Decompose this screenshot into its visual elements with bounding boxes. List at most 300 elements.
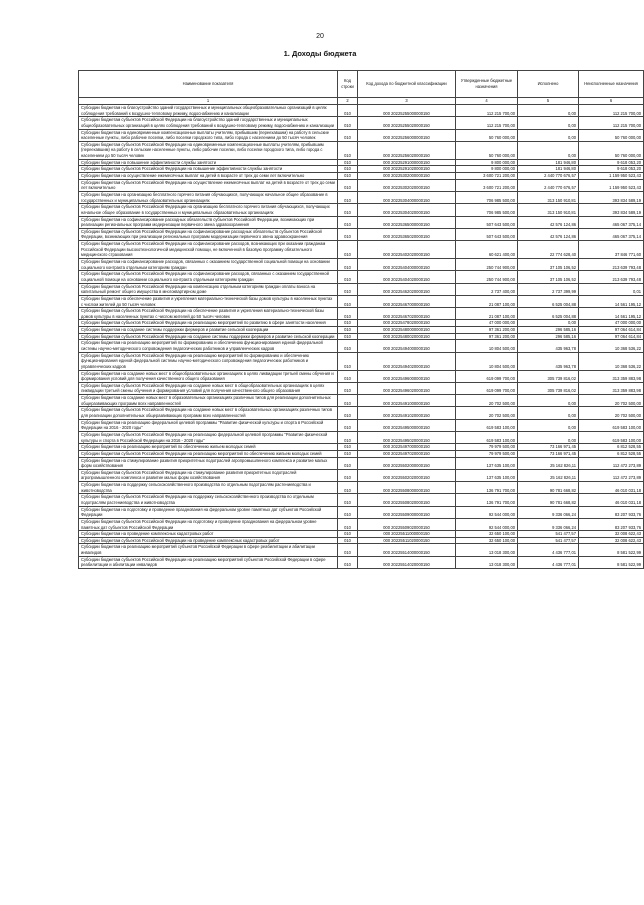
cell-unexecuted: 6 812 528,55 [579, 444, 644, 451]
cell-approved: 21 087 100,00 [456, 308, 518, 320]
cell-name: Субсидии бюджетам субъектов Российской Федерации на проведение комплексных кадастровых работ [79, 537, 338, 544]
cell-approved: 20 702 500,00 [456, 395, 518, 407]
cell-approved: 9 800 000,00 [456, 166, 518, 173]
column-number: 2 [338, 98, 358, 105]
cell-classification-code: 000 20225302000000150 [358, 173, 456, 180]
table-row [79, 340, 644, 352]
cell-classification-code: 000 20225256020000150 [358, 141, 456, 159]
cell-approved: 2 737 400,00 [456, 283, 518, 295]
cell-unexecuted: 9 618 053,20 [579, 166, 644, 173]
cell-classification-code: 000 20225497020000150 [358, 450, 456, 457]
column-number: 4 [456, 98, 518, 105]
cell-classification-code: 000 20225491020000150 [358, 407, 456, 419]
cell-line-code: 010 [338, 450, 358, 457]
cell-unexecuted: 465 067 375,14 [579, 216, 644, 228]
cell-approved: 136 791 700,00 [456, 494, 518, 506]
cell-unexecuted: 8 581 522,99 [579, 556, 644, 568]
cell-unexecuted: 619 583 100,00 [579, 419, 644, 431]
cell-executed: 9 336 066,24 [518, 506, 579, 518]
cell-unexecuted: 112 472 273,89 [579, 469, 644, 481]
cell-executed: 4 436 777,01 [518, 544, 579, 556]
cell-name: Субсидии бюджетам на повышение эффективности службы занятости [79, 159, 338, 166]
cell-executed: 296 585,16 [518, 327, 579, 334]
table-row [79, 179, 644, 191]
cell-approved: 112 215 700,00 [456, 117, 518, 129]
cell-unexecuted: 213 639 793,48 [579, 259, 644, 271]
cell-line-code: 010 [338, 352, 358, 370]
cell-unexecuted: 10 368 536,22 [579, 352, 644, 370]
cell-approved: 112 215 700,00 [456, 105, 518, 117]
table-row [79, 352, 644, 370]
cell-approved: 137 635 100,00 [456, 469, 518, 481]
table-row [79, 544, 644, 556]
cell-classification-code: 000 20225365020000150 [358, 228, 456, 240]
cell-line-code: 010 [338, 469, 358, 481]
cell-executed: 435 963,78 [518, 352, 579, 370]
cell-approved: 706 985 500,00 [456, 204, 518, 216]
cell-name: Субсидии бюджетам субъектов Российской Федерации на обеспечение развития и укрепления материально-технической базы домов культуры в населенных пунктах с числом жителей до 50 тысяч человек [79, 308, 338, 320]
table-row [79, 141, 644, 159]
cell-line-code: 010 [338, 544, 358, 556]
cell-executed: 181 946,80 [518, 166, 579, 173]
table-row [79, 105, 644, 117]
table-row [79, 295, 644, 307]
table-body [79, 105, 644, 569]
cell-executed: 305 739 816,02 [518, 370, 579, 382]
cell-line-code: 010 [338, 395, 358, 407]
table-row [79, 216, 644, 228]
cell-approved: 136 791 700,00 [456, 482, 518, 494]
cell-line-code: 010 [338, 259, 358, 271]
table-row [79, 129, 644, 141]
revenue-table [78, 70, 644, 569]
cell-classification-code: 000 20225478020000150 [358, 320, 456, 327]
cell-classification-code: 000 20225494000000150 [358, 340, 456, 352]
cell-classification-code: 000 20225462020000150 [358, 283, 456, 295]
column-number-row [79, 98, 644, 105]
cell-unexecuted: 20 702 500,00 [579, 407, 644, 419]
table-row [79, 407, 644, 419]
table-row [79, 556, 644, 568]
cell-executed: 0,00 [518, 320, 579, 327]
cell-executed: 73 166 971,45 [518, 450, 579, 457]
cell-classification-code: 000 20225467020000150 [358, 308, 456, 320]
cell-executed: 2 440 770 676,57 [518, 173, 579, 180]
cell-name: Субсидии бюджетам на реализацию мероприятий по обеспечению жильем молодых семей [79, 444, 338, 451]
cell-line-code: 010 [338, 295, 358, 307]
cell-classification-code: 000 20225511000000150 [358, 531, 456, 538]
cell-unexecuted: 0,01 [579, 283, 644, 295]
cell-line-code: 010 [338, 228, 358, 240]
cell-name: Субсидии бюджетам субъектов Российской Федерации на повышение эффективности службы занятости [79, 166, 338, 173]
cell-approved: 47 000 000,00 [456, 320, 518, 327]
cell-unexecuted: 83 207 933,76 [579, 506, 644, 518]
cell-executed: 25 162 826,11 [518, 457, 579, 469]
cell-executed: 6 525 004,88 [518, 308, 579, 320]
cell-approved: 32 650 100,00 [456, 537, 518, 544]
cell-classification-code: 000 20225402020000150 [358, 241, 456, 259]
cell-line-code: 010 [338, 271, 358, 283]
cell-name: Субсидии бюджетам субъектов Российской Федерации на софинансирование расходных обязательств субъектов Российской Федерации, возникающих при реализации региональных программ модернизации первичного звена здравоохранения [79, 228, 338, 240]
table-row [79, 271, 644, 283]
table-row [79, 506, 644, 518]
cell-line-code: 010 [338, 370, 358, 382]
cell-classification-code: 000 20225491000000150 [358, 395, 456, 407]
header-row [79, 71, 644, 98]
cell-classification-code: 000 20225255000000150 [358, 105, 456, 117]
cell-line-code: 010 [338, 419, 358, 431]
cell-name: Субсидии бюджетам субъектов Российской Федерации на единовременные компенсационные выплаты учителям, прибывшим (переехавшим) на работу в сельские населенные пункты, либо рабочие поселки, либо поселки городского типа, либо города с населением до 50 тысяч человек [79, 141, 338, 159]
cell-line-code: 010 [338, 531, 358, 538]
page-number: 20 [316, 33, 324, 40]
cell-approved: 32 650 100,00 [456, 531, 518, 538]
cell-executed: 25 162 826,11 [518, 469, 579, 481]
cell-line-code: 010 [338, 556, 358, 568]
table-row [79, 333, 644, 340]
cell-line-code: 010 [338, 159, 358, 166]
cell-line-code: 010 [338, 457, 358, 469]
cell-classification-code: 000 20225494020000150 [358, 352, 456, 370]
cell-executed: 90 781 668,82 [518, 482, 579, 494]
cell-name: Субсидии бюджетам на реализацию федеральной целевой программы "Развитие физической культуры и спорта в Российской Федерации на 2016 - 2020 годы" [79, 419, 338, 431]
table-row [79, 395, 644, 407]
table-row [79, 166, 644, 173]
cell-unexecuted: 112 215 700,00 [579, 105, 644, 117]
table-row [79, 259, 644, 271]
cell-name: Субсидии бюджетам субъектов Российской Федерации на реализацию мероприятий по развитию в сфере занятости населения [79, 320, 338, 327]
cell-line-code: 010 [338, 283, 358, 295]
cell-name: Субсидии бюджетам на единовременные компенсационные выплаты учителям, прибывшим (переехавшим) на работу в сельские населенные пункты, либо рабочие поселки, либо поселки городского типа, либо города с населением до 50 тысяч человек [79, 129, 338, 141]
cell-classification-code: 000 20225497000000150 [358, 444, 456, 451]
cell-classification-code: 000 20225511020000150 [358, 537, 456, 544]
cell-name: Субсидии бюджетам на создание системы поддержки фермеров и развитие сельской кооперации [79, 327, 338, 334]
cell-approved: 20 702 500,00 [456, 407, 518, 419]
table-row [79, 327, 644, 334]
cell-classification-code: 000 20225291000000150 [358, 159, 456, 166]
cell-unexecuted: 10 368 536,22 [579, 340, 644, 352]
cell-approved: 79 979 500,00 [456, 450, 518, 457]
cell-classification-code: 000 20225496020000150 [358, 382, 456, 394]
cell-line-code: 010 [338, 482, 358, 494]
table-row [79, 431, 644, 443]
cell-name: Субсидии бюджетам субъектов Российской Федерации на реализацию федеральной целевой программы "Развитие физической культуры и спорта в Российской Федерации на 2016 - 2020 годы" [79, 431, 338, 443]
cell-approved: 50 760 000,00 [456, 129, 518, 141]
cell-classification-code: 000 20225508000000150 [358, 482, 456, 494]
cell-unexecuted: 213 639 793,48 [579, 271, 644, 283]
cell-line-code: 010 [338, 191, 358, 203]
cell-approved: 97 361 200,00 [456, 333, 518, 340]
cell-approved: 10 804 500,00 [456, 340, 518, 352]
header-unexecuted: Неисполненные назначения [579, 71, 644, 98]
cell-line-code: 010 [338, 216, 358, 228]
cell-line-code: 010 [338, 431, 358, 443]
cell-unexecuted: 97 064 614,84 [579, 327, 644, 334]
cell-unexecuted: 393 834 589,19 [579, 204, 644, 216]
cell-line-code: 010 [338, 308, 358, 320]
cell-executed: 42 576 124,86 [518, 216, 579, 228]
table-row [79, 173, 644, 180]
cell-classification-code: 000 20225302020000150 [358, 179, 456, 191]
cell-name: Субсидии бюджетам субъектов Российской Федерации на осуществление ежемесячных выплат на детей в возрасте от трех до семи лет включительно [79, 179, 338, 191]
cell-line-code: 010 [338, 327, 358, 334]
cell-name: Субсидии бюджетам на обеспечение развития и укрепления материально-технической базы домов культуры в населенных пунктах с числом жителей до 50 тысяч человек [79, 295, 338, 307]
cell-name: Субсидии бюджетам субъектов Российской Федерации на создание новых мест в общеобразовательных организациях в целях ликвидации третьей смены обучения и формирования условий для получения качественного общего образования [79, 382, 338, 394]
cell-executed: 6 525 004,88 [518, 295, 579, 307]
cell-line-code: 010 [338, 166, 358, 173]
cell-unexecuted: 50 760 000,00 [579, 141, 644, 159]
cell-approved: 507 643 500,00 [456, 216, 518, 228]
cell-classification-code: 000 20225404000000150 [358, 259, 456, 271]
table-row [79, 482, 644, 494]
cell-unexecuted: 32 008 622,43 [579, 537, 644, 544]
cell-line-code: 010 [338, 173, 358, 180]
cell-name: Субсидии бюджетам субъектов Российской Федерации на компенсацию отдельным категориям граждан оплаты взноса на капитальный ремонт общего имущества в многоквартирном доме [79, 283, 338, 295]
cell-unexecuted: 97 064 614,84 [579, 333, 644, 340]
cell-executed: 9 336 066,24 [518, 518, 579, 530]
cell-unexecuted: 9 618 053,20 [579, 159, 644, 166]
header-line-code: Код строки [338, 71, 358, 98]
cell-executed: 0,00 [518, 395, 579, 407]
cell-name: Субсидии бюджетам на софинансирование расходов, связанных с оказанием государственной социальной помощи на основании социального контракта отдельным категориям граждан [79, 259, 338, 271]
table-row [79, 531, 644, 538]
cell-name: Субсидии бюджетам субъектов Российской Федерации на организацию бесплатного горячего питания обучающихся, получающих начальное общее образование в государственных и муниципальных образовательных организациях [79, 204, 338, 216]
cell-executed: 0,00 [518, 419, 579, 431]
cell-line-code: 010 [338, 320, 358, 327]
cell-executed: 22 774 628,40 [518, 241, 579, 259]
cell-name: Субсидии бюджетам субъектов Российской Федерации на софинансирование расходов, возникающих при оказании гражданам Российской Федерации высокотехнологичной медицинской помощи, не включенной в базовую программу обязательного медицинского страхования [79, 241, 338, 259]
cell-unexecuted: 1 159 950 523,43 [579, 179, 644, 191]
cell-approved: 79 979 500,00 [456, 444, 518, 451]
column-number: 5 [518, 98, 579, 105]
table-row [79, 382, 644, 394]
cell-approved: 97 361 200,00 [456, 327, 518, 334]
cell-line-code: 010 [338, 333, 358, 340]
cell-unexecuted: 6 812 528,55 [579, 450, 644, 457]
cell-approved: 9 800 000,00 [456, 159, 518, 166]
cell-unexecuted: 1 159 950 523,43 [579, 173, 644, 180]
cell-executed: 541 477,57 [518, 537, 579, 544]
cell-unexecuted: 619 583 100,00 [579, 431, 644, 443]
header-classification-code: Код дохода по бюджетной классификации [358, 71, 456, 98]
cell-name: Субсидии бюджетам на проведение комплексных кадастровых работ [79, 531, 338, 538]
cell-classification-code: 000 20225509020000150 [358, 518, 456, 530]
cell-line-code: 010 [338, 537, 358, 544]
cell-classification-code: 000 20225502000000150 [358, 457, 456, 469]
cell-line-code: 010 [338, 444, 358, 451]
table-row [79, 308, 644, 320]
table-row [79, 159, 644, 166]
cell-unexecuted: 393 834 589,19 [579, 191, 644, 203]
cell-approved: 13 018 300,00 [456, 544, 518, 556]
cell-line-code: 010 [338, 382, 358, 394]
cell-approved: 619 099 700,00 [456, 382, 518, 394]
cell-approved: 250 744 900,00 [456, 259, 518, 271]
cell-unexecuted: 50 760 000,00 [579, 129, 644, 141]
cell-executed: 2 737 399,99 [518, 283, 579, 295]
cell-line-code: 010 [338, 494, 358, 506]
cell-line-code: 010 [338, 204, 358, 216]
cell-executed: 181 946,80 [518, 159, 579, 166]
cell-unexecuted: 47 000 000,00 [579, 320, 644, 327]
cell-name: Субсидии бюджетам субъектов Российской Федерации на благоустройство зданий государственных и муниципальных общеобразовательных организаций в целях соблюдения требований к воздушно-тепловому режиму, водоснабжению и канализации [79, 117, 338, 129]
cell-executed: 0,00 [518, 105, 579, 117]
cell-name: Субсидии бюджетам на реализацию мероприятий субъектов Российской Федерации в сфере реабилитации и абилитации инвалидов [79, 544, 338, 556]
table-row [79, 204, 644, 216]
cell-unexecuted: 313 359 883,98 [579, 382, 644, 394]
cell-executed: 313 150 910,81 [518, 204, 579, 216]
cell-approved: 507 643 500,00 [456, 228, 518, 240]
table-row [79, 419, 644, 431]
cell-name: Субсидии бюджетам субъектов Российской Федерации на подготовку и проведение празднования на федеральном уровне памятных дат субъектов Российской Федерации [79, 518, 338, 530]
cell-line-code: 010 [338, 506, 358, 518]
cell-approved: 619 583 100,00 [456, 431, 518, 443]
cell-unexecuted: 313 359 883,98 [579, 370, 644, 382]
cell-classification-code: 000 20225502020000150 [358, 469, 456, 481]
cell-name: Субсидии бюджетам субъектов Российской Федерации на поддержку сельскохозяйственного производства по отдельным подотраслям растениеводства и животноводства [79, 494, 338, 506]
cell-executed: 0,00 [518, 407, 579, 419]
cell-name: Субсидии бюджетам на организацию бесплатного горячего питания обучающихся, получающих начальное общее образование в государственных и муниципальных образовательных организациях [79, 191, 338, 203]
cell-executed: 313 150 910,81 [518, 191, 579, 203]
cell-approved: 706 985 500,00 [456, 191, 518, 203]
cell-approved: 21 087 100,00 [456, 295, 518, 307]
cell-approved: 137 635 100,00 [456, 457, 518, 469]
table-row [79, 228, 644, 240]
cell-unexecuted: 14 561 195,12 [579, 308, 644, 320]
cell-executed: 305 739 816,02 [518, 382, 579, 394]
cell-name: Субсидии бюджетам на стимулирование развития приоритетных подотраслей агропромышленного комплекса и развитие малых форм хозяйствования [79, 457, 338, 469]
cell-classification-code: 000 20225480020000150 [358, 333, 456, 340]
table-row [79, 537, 644, 544]
table-row [79, 283, 644, 295]
cell-line-code: 010 [338, 117, 358, 129]
cell-classification-code: 000 20225495020000150 [358, 431, 456, 443]
cell-executed: 90 781 668,82 [518, 494, 579, 506]
cell-executed: 0,00 [518, 117, 579, 129]
cell-executed: 2 440 770 676,57 [518, 179, 579, 191]
header-name: Наименование показателя [79, 71, 338, 98]
cell-executed: 73 166 971,45 [518, 444, 579, 451]
cell-approved: 619 583 100,00 [456, 419, 518, 431]
table-row [79, 518, 644, 530]
cell-unexecuted: 465 067 375,14 [579, 228, 644, 240]
cell-classification-code: 000 20225480000000150 [358, 327, 456, 334]
cell-approved: 92 544 000,00 [456, 518, 518, 530]
cell-approved: 3 600 721 200,00 [456, 173, 518, 180]
cell-executed: 0,00 [518, 129, 579, 141]
cell-line-code: 010 [338, 129, 358, 141]
cell-name: Субсидии бюджетам субъектов Российской Федерации на реализацию мероприятий субъектов Российской Федерации в сфере реабилитации и абилитации инвалидов [79, 556, 338, 568]
table-row [79, 241, 644, 259]
header-executed: Исполнено [518, 71, 579, 98]
cell-name: Субсидии бюджетам субъектов Российской Федерации на реализацию мероприятий по обеспечению жильем молодых семей [79, 450, 338, 457]
cell-classification-code: 000 20225304000000150 [358, 191, 456, 203]
cell-approved: 3 600 721 200,00 [456, 179, 518, 191]
cell-executed: 37 105 106,52 [518, 271, 579, 283]
cell-classification-code: 000 20225365000000150 [358, 216, 456, 228]
cell-classification-code: 000 20225495000000150 [358, 419, 456, 431]
cell-approved: 13 018 300,00 [456, 556, 518, 568]
cell-approved: 92 544 000,00 [456, 506, 518, 518]
table-row [79, 469, 644, 481]
cell-executed: 0,00 [518, 141, 579, 159]
cell-classification-code: 000 20225496000000150 [358, 370, 456, 382]
table-row [79, 457, 644, 469]
cell-classification-code: 000 20225467000000150 [358, 295, 456, 307]
cell-name: Субсидии бюджетам на создание новых мест в образовательных организациях различных типов для реализации дополнительных общеразвивающих программ всех направленностей [79, 395, 338, 407]
cell-classification-code: 000 20225514000000150 [358, 544, 456, 556]
cell-name: Субсидии бюджетам на поддержку сельскохозяйственного производства по отдельным подотраслям растениеводства и животноводства [79, 482, 338, 494]
header-approved: Утвержденные бюджетные назначения [456, 71, 518, 98]
cell-classification-code: 000 20225514020000150 [358, 556, 456, 568]
cell-line-code: 010 [338, 179, 358, 191]
cell-approved: 250 744 900,00 [456, 271, 518, 283]
cell-line-code: 010 [338, 518, 358, 530]
cell-name: Субсидии бюджетам на софинансирование расходных обязательств субъектов Российской Федерации, возникающих при реализации региональных программ модернизации первичного звена здравоохранения [79, 216, 338, 228]
cell-line-code: 010 [338, 340, 358, 352]
cell-name: Субсидии бюджетам субъектов Российской Федерации на создание новых мест в образовательных организациях различных типов для реализации дополнительных общеразвивающих программ всех направленностей [79, 407, 338, 419]
cell-name: Субсидии бюджетам на реализацию мероприятий по формированию и обеспечению функционирования единой федеральной системы научно-методического сопровождения педагогических работников и управленческих кадров [79, 340, 338, 352]
cell-name: Субсидии бюджетам на осуществление ежемесячных выплат на детей в возрасте от трех до семи лет включительно [79, 173, 338, 180]
cell-unexecuted: 37 846 771,60 [579, 241, 644, 259]
section-title: 1. Доходы бюджета [283, 49, 357, 58]
cell-unexecuted: 32 008 622,43 [579, 531, 644, 538]
cell-executed: 42 576 124,86 [518, 228, 579, 240]
cell-classification-code: 000 20225508020000150 [358, 494, 456, 506]
cell-unexecuted: 46 010 031,18 [579, 482, 644, 494]
cell-name: Субсидии бюджетам на благоустройство зданий государственных и муниципальных общеобразовательных организаций в целях соблюдения требований к воздушно-тепловому режиму, водоснабжению и канализации [79, 105, 338, 117]
cell-unexecuted: 14 561 195,12 [579, 295, 644, 307]
cell-classification-code: 000 20225304020000150 [358, 204, 456, 216]
table-row [79, 117, 644, 129]
cell-unexecuted: 46 010 031,18 [579, 494, 644, 506]
column-number: 6 [579, 98, 644, 105]
cell-line-code: 010 [338, 105, 358, 117]
cell-name: Субсидии бюджетам субъектов Российской Федерации на софинансирование расходов, связанных с оказанием государственной социальной помощи на основании социального контракта отдельным категориям граждан [79, 271, 338, 283]
cell-classification-code: 000 20225255020000150 [358, 117, 456, 129]
table-row [79, 444, 644, 451]
cell-classification-code: 000 20225509000000150 [358, 506, 456, 518]
cell-executed: 37 105 106,52 [518, 259, 579, 271]
cell-name: Субсидии бюджетам субъектов Российской Федерации на стимулирование развития приоритетных подотраслей агропромышленного комплекса и развитие малых форм хозяйствования [79, 469, 338, 481]
cell-classification-code: 000 20225404020000150 [358, 271, 456, 283]
cell-name: Субсидии бюджетам субъектов Российской Федерации на создание системы поддержки фермеров и развитие сельской кооперации [79, 333, 338, 340]
cell-unexecuted: 8 581 522,99 [579, 544, 644, 556]
table-row [79, 191, 644, 203]
cell-approved: 619 099 700,00 [456, 370, 518, 382]
table-row [79, 494, 644, 506]
cell-unexecuted: 112 215 700,00 [579, 117, 644, 129]
column-number: 3 [358, 98, 456, 105]
cell-classification-code: 000 20225291020000150 [358, 166, 456, 173]
column-number: 1 [79, 98, 338, 105]
cell-executed: 296 585,16 [518, 333, 579, 340]
cell-name: Субсидии бюджетам на подготовку и проведение празднования на федеральном уровне памятных дат субъектов Российской Федерации [79, 506, 338, 518]
cell-executed: 4 436 777,01 [518, 556, 579, 568]
table-row [79, 370, 644, 382]
cell-unexecuted: 20 702 500,00 [579, 395, 644, 407]
cell-executed: 0,00 [518, 431, 579, 443]
cell-line-code: 010 [338, 241, 358, 259]
cell-line-code: 010 [338, 141, 358, 159]
cell-approved: 60 621 400,00 [456, 241, 518, 259]
cell-unexecuted: 112 472 273,89 [579, 457, 644, 469]
cell-approved: 10 804 500,00 [456, 352, 518, 370]
cell-name: Субсидии бюджетам на создание новых мест в общеобразовательных организациях в целях ликвидации третьей смены обучения и формирования условий для получения качественного общего образования [79, 370, 338, 382]
cell-name: Субсидии бюджетам субъектов Российской Федерации на реализацию мероприятий по формированию и обеспечению функционирования единой федеральной системы научно-методического сопровождения педагогических работников и управленческих кадров [79, 352, 338, 370]
table-row [79, 450, 644, 457]
cell-classification-code: 000 20225256000000150 [358, 129, 456, 141]
cell-approved: 50 760 000,00 [456, 141, 518, 159]
